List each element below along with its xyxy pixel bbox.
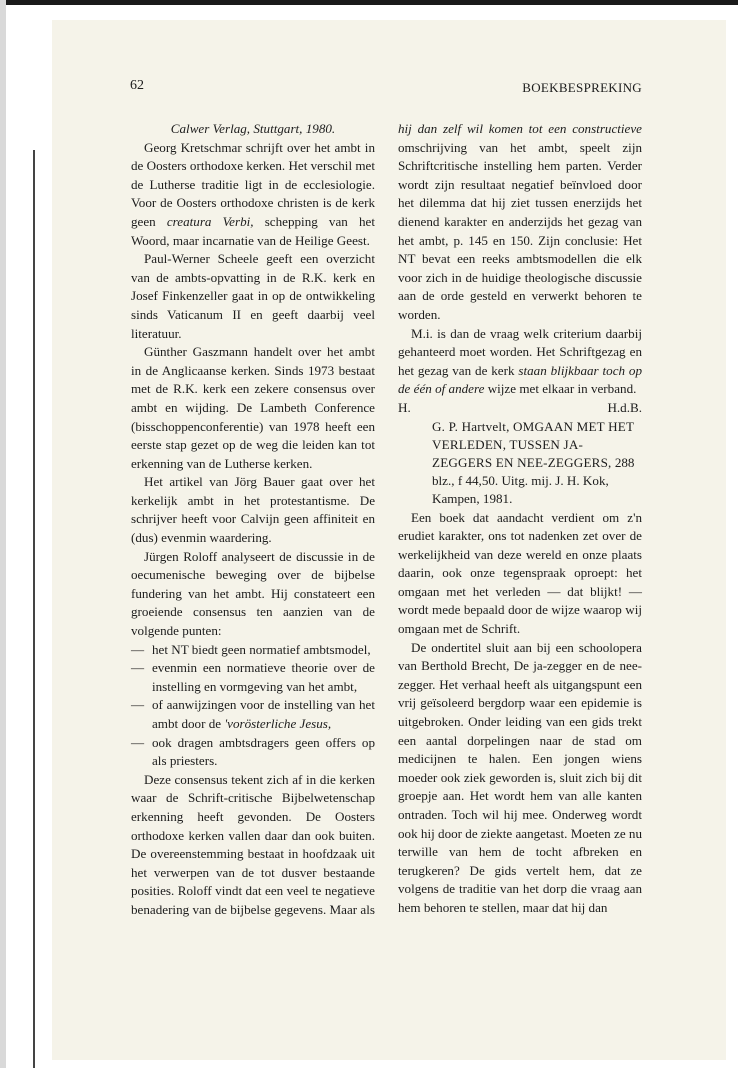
paragraph-consensus: Deze consensus tekent zich af in die kerken waar de Schrift-critische Bijbelwetenschap erkenning heeft gevonden. De Oosters orthodoxe kerken vallen daar dan ook buiten. De overeenstemming bestaat in hoofdzaak uit het verwerpen van de tot dusver bestaande posities. Roloff vindt dat een veel te negatieve benadering van de bijbelse gegevens. Maar als	[131, 771, 375, 917]
paragraph-scheele: Paul-Werner Scheele geeft een overzicht van de ambts-opvatting in de R.K. kerk en Josef Finkenzeller gaat in op de ontwikkeling sinds Vaticanum II en geeft daarbij veel literatuur.	[131, 251, 375, 341]
signature-left: H.	[398, 399, 411, 415]
paragraph-gaszmann: Günther Gaszmann handelt over het ambt in de Anglicaanse kerken. Sinds 1973 bestaat met de R.K. kerk een zekere consensus over ambt en wijding. De Lambeth Conference (bisschoppenconferentie) van 1978 heeft een eerste stap gezet op de weg die leiden kan tot erkenning van de Lutherse kerken.	[131, 344, 375, 471]
left-column	[131, 120, 375, 920]
page-number: 62	[130, 78, 144, 93]
list-item: — het NT biedt geen normatief ambtsmodel,	[131, 641, 371, 657]
paragraph-review-intro: Een boek dat aandacht verdient om z'n erudiet karakter, ons tot nadenken zet over de werkelijkheid van deze wereld en onze plaats daarin, ook onze tegenspraak oproept: het omgaan met het verleden — dat blijkt! — wordt mede bepaald door de wijze waarop wij omgaan met de Schrift.	[398, 509, 642, 637]
list-item: — of aanwijzingen voor de instelling van het ambt door de 'vorösterliche Jesus,	[131, 697, 375, 731]
right-column	[398, 120, 642, 918]
consensus-list	[131, 641, 375, 771]
paragraph-roloff: Jürgen Roloff analyseert de discussie in de oecumenische beweging over de bijbelse fundering van het ambt. Hij constateert een groeiende consensus ten aanzien van de volgende punten:	[131, 548, 375, 639]
running-head: BOEKBESPREKING	[522, 80, 642, 95]
paragraph-kretschmar: Georg Kretschmar schrijft over het ambt in de Oosters orthodoxe kerken. Het verschil met de Lutherse traditie ligt in de ecclesiologie. Voor de Oosters orthodoxe christen is de kerk geen creatura Verbi, schepping van het Woord, maar incarnatie van de Heilige Geest.	[131, 139, 375, 248]
paragraph-bauer: Het artikel van Jörg Bauer gaat over het kerkelijk ambt in het protestantisme. De schrijver heeft voor Calvijn geen affiniteit en (dus) evenmin waardering.	[131, 474, 375, 546]
paragraph-criterium: M.i. is dan de vraag welk criterium daarbij gehanteerd moet worden. Het Schriftgezag en het gezag van de kerk staan blijkbaar toch op de één of andere wijze met elkaar in verband.	[398, 325, 643, 397]
publisher-line: Calwer Verlag, Stuttgart, 1980.	[170, 121, 336, 136]
scan-margin-line	[33, 150, 35, 1068]
list-item: — ook dragen ambtsdragers geen offers op als priesters.	[131, 734, 375, 769]
paragraph-brecht: De ondertitel sluit aan bij een schoolopera van Berthold Brecht, De ja-zegger en de nee-zegger. Het verhaal heeft als uitgangspunt een vrij geïsoleerd bergdorp waar een epidemie is uitgebroken. Onder leiding van een gids trekt een aantal dorpelingen naar de stad om medicijnen te halen. Een jongen wiens moeder ook ziek geworden is, sluit zich bij dit groepje aan. Het wordt hem van alle kanten ontraden. Toch wil hij mee. Onderweg wordt ook hij door de ziekte aangetast. Moeten ze nu terwille van hem de tocht afbreken en terugkeren? De gids vertelt hem, dat ze volgens de traditie van het dorp die vraag aan hem behoren te stellen, maar dat hij dan	[398, 639, 642, 915]
scan-border-left	[0, 0, 6, 1068]
review-signature	[398, 399, 642, 418]
paragraph-roloff-continued: hij dan zelf wil komen tot een constructieve omschrijving van het ambt, speelt zijn Schriftcritische instelling hem parten. Verder wordt zijn resultaat negatief beïnvloed door het dilemma dat hij ziet tussen enerzijds het dienend karakter en anderzijds het gezag van het ambt, p. 145 en 150. Zijn conclusie: Het NT bevat een reeks ambtsmodellen die elk voor zich in de huidige theologische discussie aan de orde gesteld en verwerkt behoren te worden.	[398, 121, 642, 322]
book-heading: G. P. Hartvelt, OMGAAN MET HET VERLEDEN, TUSSEN JA-ZEGGERS EN NEE-ZEGGERS, 288 blz., f 44,50. Uitg. mij. J. H. Kok, Kampen, 1981.	[432, 418, 635, 507]
signature-right: H.d.B.	[607, 399, 642, 415]
list-item: — evenmin een normatieve theorie over de instelling en vormgeving van het ambt,	[131, 660, 375, 694]
scan-border-top	[0, 0, 738, 5]
